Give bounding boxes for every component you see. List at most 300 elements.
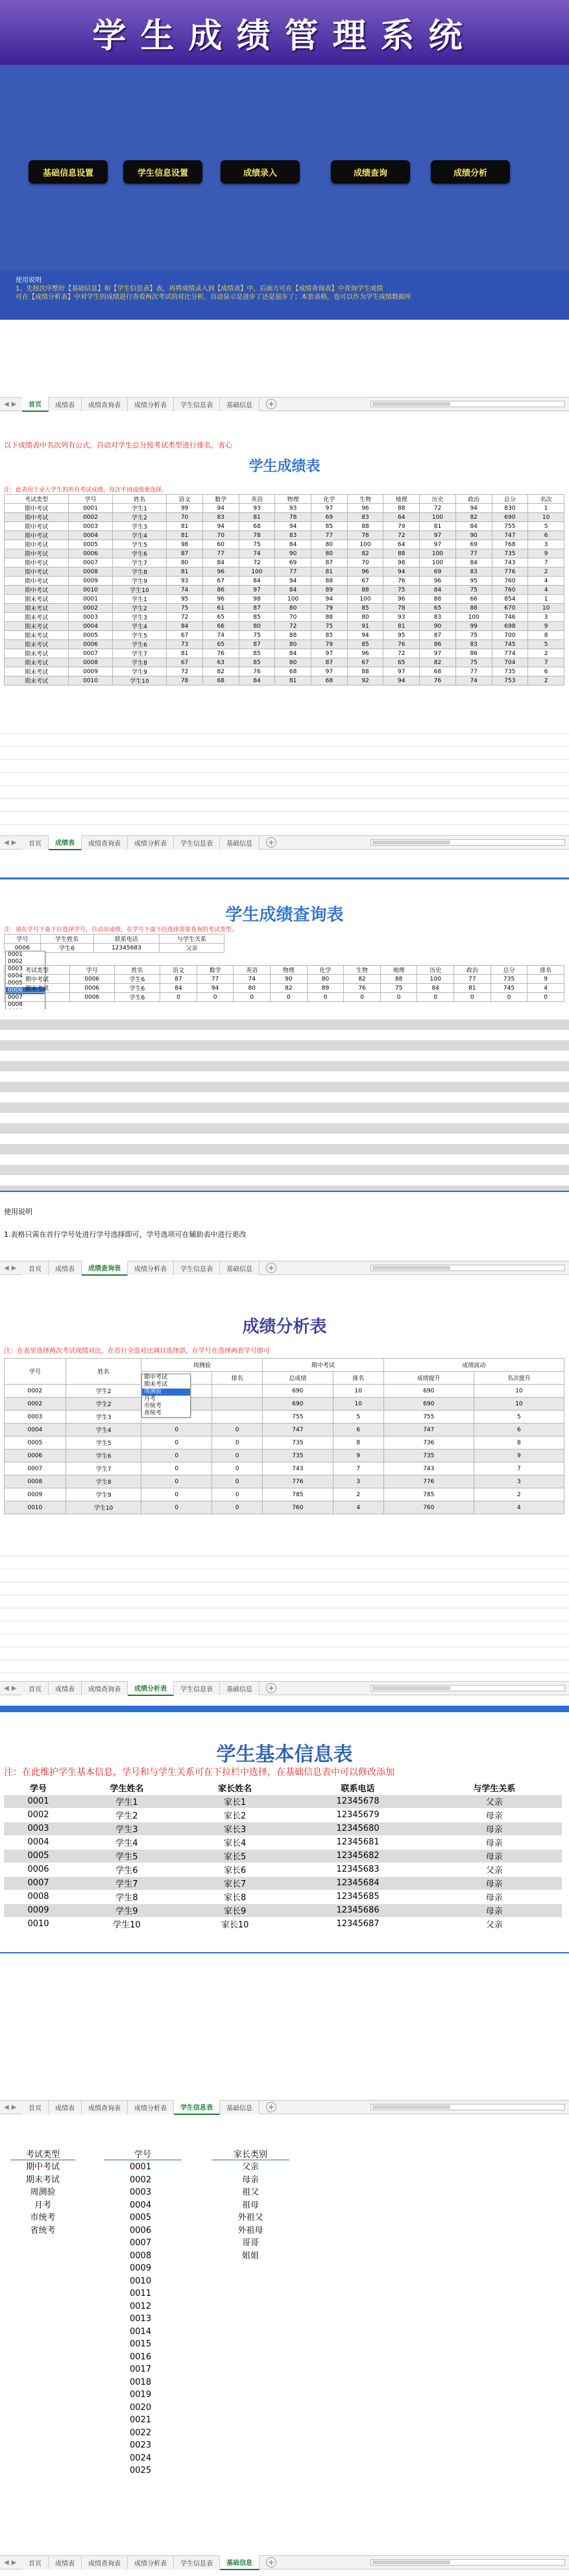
query-dropdown-option[interactable]: 0003 bbox=[8, 966, 23, 972]
score-cell[interactable]: 期中考试 bbox=[5, 522, 69, 531]
tab-analysis[interactable]: 成绩分析表 bbox=[128, 836, 174, 850]
query-cell: 735 bbox=[490, 975, 527, 984]
score-cell: 99 bbox=[167, 504, 203, 513]
score-cell: 85 bbox=[311, 631, 348, 640]
score-cell[interactable]: 期末考试 bbox=[5, 667, 69, 676]
analysis-row bbox=[5, 1488, 564, 1501]
tab-analysis[interactable]: 成绩分析表 bbox=[128, 1261, 174, 1275]
score-cell[interactable]: 0005 bbox=[69, 631, 113, 640]
student-row bbox=[4, 1822, 562, 1835]
score-cell[interactable]: 期末考试 bbox=[5, 622, 69, 631]
analysis-table bbox=[4, 1358, 564, 1514]
basic-head-exam: 考试类型 bbox=[10, 2147, 75, 2160]
basic-info-button[interactable]: 基础信息设置 bbox=[29, 160, 108, 184]
score-cell: 94 bbox=[202, 504, 239, 513]
query-header-cell: 学号 bbox=[69, 966, 114, 975]
tab-scores[interactable]: 成绩表 bbox=[49, 2556, 82, 2570]
score-row bbox=[5, 531, 564, 540]
score-header-cell: 名次 bbox=[528, 495, 564, 504]
next-sheet-icon[interactable]: ▶ bbox=[11, 2558, 17, 2566]
basic-id-item: 0008 bbox=[130, 2250, 152, 2261]
score-cell[interactable]: 期中考试 bbox=[5, 567, 69, 577]
analysis-cell[interactable]: 0002 bbox=[5, 1385, 66, 1398]
student-hint: 注：在此维护学生基本信息，学号和与学生关系可在下拉栏中选择，在基础信息表中可以修改添加 bbox=[4, 1767, 394, 1778]
query-dropdown-option[interactable]: 0002 bbox=[8, 959, 23, 965]
analysis-cell: 学生2 bbox=[66, 1398, 141, 1411]
basic-id-item: 0020 bbox=[130, 2402, 152, 2413]
basic-exam-item: 周测验 bbox=[30, 2188, 56, 2197]
score-cell[interactable]: 期末考试 bbox=[5, 676, 69, 686]
analysis-row bbox=[5, 1501, 564, 1514]
query-header-cell: 考试类型 bbox=[5, 966, 70, 975]
analysis-row bbox=[5, 1449, 564, 1462]
tab-scores[interactable]: 成绩表 bbox=[49, 2101, 82, 2114]
score-cell: 98 bbox=[167, 540, 203, 549]
analysis-cell[interactable]: 0007 bbox=[5, 1462, 66, 1475]
student-row bbox=[4, 1903, 562, 1917]
analysis-cell[interactable]: 0004 bbox=[5, 1424, 66, 1437]
tab-query[interactable]: 成绩查询表 bbox=[82, 836, 128, 850]
tab-basic[interactable]: 基础信息 bbox=[220, 2555, 260, 2570]
score-row bbox=[5, 658, 564, 667]
score-cell: 70 bbox=[167, 513, 203, 522]
add-sheet-icon[interactable]: + bbox=[266, 399, 276, 409]
score-cell: 77 bbox=[202, 549, 239, 558]
score-cell[interactable]: 0003 bbox=[69, 522, 113, 531]
score-cell: 84 bbox=[275, 649, 311, 658]
score-cell: 84 bbox=[455, 522, 492, 531]
student-cell[interactable]: 母亲 bbox=[427, 1890, 562, 1903]
analysis-cell[interactable]: 0005 bbox=[5, 1437, 66, 1449]
tab-scores[interactable]: 成绩表 bbox=[49, 835, 82, 850]
tab-query[interactable]: 成绩查询表 bbox=[82, 398, 128, 411]
query-cell[interactable] bbox=[5, 993, 70, 1002]
student-cell: 学生7 bbox=[73, 1876, 181, 1890]
prev-sheet-icon[interactable]: ◀ bbox=[4, 1684, 9, 1692]
student-row bbox=[4, 1795, 562, 1808]
tab-analysis[interactable]: 成绩分析表 bbox=[128, 2556, 174, 2570]
analysis-dropdown-option[interactable]: 期中考试 bbox=[144, 1374, 168, 1381]
add-sheet-icon[interactable]: + bbox=[266, 1683, 276, 1693]
tab-home[interactable]: 首页 bbox=[22, 2101, 49, 2114]
score-cell[interactable]: 期末考试 bbox=[5, 649, 69, 658]
analysis-header-cell: 姓名 bbox=[66, 1359, 141, 1385]
score-cell: 80 bbox=[311, 540, 348, 549]
analysis-cell: 0 bbox=[141, 1488, 212, 1501]
score-cell[interactable]: 0009 bbox=[69, 577, 113, 586]
tab-home[interactable]: 首页 bbox=[22, 2556, 49, 2570]
score-cell[interactable]: 期中考试 bbox=[5, 531, 69, 540]
query-cell[interactable]: 0006 bbox=[69, 984, 114, 993]
score-cell[interactable]: 期末考试 bbox=[5, 595, 69, 604]
score-cell: 99 bbox=[455, 622, 492, 631]
score-row bbox=[5, 667, 564, 676]
tab-analysis[interactable]: 成绩分析表 bbox=[128, 1681, 174, 1696]
basic-parent-item: 外祖母 bbox=[237, 2225, 263, 2236]
query-cell: 745 bbox=[490, 984, 527, 993]
score-cell[interactable]: 0007 bbox=[69, 649, 113, 658]
score-cell: 88 bbox=[311, 613, 348, 622]
score-cell: 74 bbox=[455, 676, 492, 686]
prev-sheet-icon[interactable]: ◀ bbox=[4, 400, 9, 408]
score-row bbox=[5, 577, 564, 586]
score-cell[interactable]: 0005 bbox=[69, 540, 113, 549]
student-cell[interactable]: 母亲 bbox=[427, 1822, 562, 1835]
score-cell: 72 bbox=[239, 558, 275, 567]
query-header-cell: 化学 bbox=[307, 966, 344, 975]
add-sheet-icon[interactable]: + bbox=[266, 1263, 276, 1273]
score-cell: 81 bbox=[167, 567, 203, 577]
prev-sheet-icon[interactable]: ◀ bbox=[4, 1264, 9, 1272]
query-cell: 84 bbox=[160, 984, 197, 993]
student-cell[interactable]: 0003 bbox=[4, 1822, 73, 1835]
analysis-cell: 8 bbox=[474, 1437, 564, 1449]
student-cell[interactable]: 0010 bbox=[4, 1917, 73, 1931]
query-phone-value: 12345683 bbox=[93, 944, 159, 953]
query-name-value: 学生6 bbox=[40, 944, 93, 953]
query-cell: 76 bbox=[344, 984, 381, 993]
score-cell: 80 bbox=[275, 658, 311, 667]
score-cell: 100 bbox=[420, 558, 456, 567]
student-cell[interactable]: 0009 bbox=[4, 1903, 73, 1917]
query-cell: 9 bbox=[527, 975, 564, 984]
score-cell: 77 bbox=[275, 567, 311, 577]
prev-sheet-icon[interactable]: ◀ bbox=[4, 2558, 9, 2566]
score-cell[interactable]: 期末考试 bbox=[5, 631, 69, 640]
horizontal-scrollbar[interactable] bbox=[370, 839, 565, 846]
query-cell[interactable]: 期末考试 bbox=[5, 984, 70, 993]
query-cell: 0 bbox=[490, 993, 527, 1002]
score-cell: 82 bbox=[202, 667, 239, 676]
analysis-cell: 3 bbox=[333, 1475, 383, 1488]
analysis-cell: 10 bbox=[333, 1398, 383, 1411]
score-cell[interactable]: 期中考试 bbox=[5, 558, 69, 567]
score-header-cell: 生物 bbox=[347, 495, 383, 504]
analysis-dropdown-option[interactable]: 期末考试 bbox=[144, 1381, 168, 1388]
analysis-cell[interactable]: 0002 bbox=[5, 1398, 66, 1411]
query-cell[interactable]: 期中考试 bbox=[5, 975, 70, 984]
score-cell: 90 bbox=[275, 549, 311, 558]
tab-scores[interactable]: 成绩表 bbox=[49, 1682, 82, 1695]
add-sheet-icon[interactable]: + bbox=[266, 2557, 276, 2568]
analysis-cell[interactable]: 0009 bbox=[5, 1488, 66, 1501]
query-cell: 0 bbox=[380, 993, 417, 1002]
score-cell[interactable]: 0001 bbox=[69, 504, 113, 513]
score-cell[interactable]: 0001 bbox=[69, 595, 113, 604]
add-sheet-icon[interactable]: + bbox=[266, 2102, 276, 2112]
score-cell: 854 bbox=[492, 595, 528, 604]
query-cell: 87 bbox=[160, 975, 197, 984]
analysis-cell: 学生10 bbox=[66, 1501, 141, 1514]
next-sheet-icon[interactable]: ▶ bbox=[11, 1264, 17, 1272]
score-cell: 90 bbox=[455, 531, 492, 540]
score-cell: 79 bbox=[311, 604, 348, 613]
student-cell[interactable]: 父亲 bbox=[427, 1795, 562, 1808]
analysis-cell: 743 bbox=[263, 1462, 333, 1475]
score-cell: 61 bbox=[202, 604, 239, 613]
score-row bbox=[5, 676, 564, 686]
analysis-cell: 4 bbox=[333, 1501, 383, 1514]
score-cell: 6 bbox=[528, 531, 564, 540]
score-cell[interactable]: 0008 bbox=[69, 567, 113, 577]
next-sheet-icon[interactable]: ▶ bbox=[11, 1684, 17, 1692]
tab-query[interactable]: 成绩查询表 bbox=[82, 2101, 128, 2114]
student-cell[interactable]: 0005 bbox=[4, 1849, 73, 1863]
query-cell: 0 bbox=[344, 993, 381, 1002]
score-cell: 830 bbox=[492, 504, 528, 513]
student-cell[interactable]: 母亲 bbox=[427, 1835, 562, 1849]
student-cell[interactable]: 0004 bbox=[4, 1835, 73, 1849]
query-cell[interactable]: 0006 bbox=[69, 975, 114, 984]
score-cell[interactable]: 期中考试 bbox=[5, 586, 69, 595]
score-cell[interactable]: 期末考试 bbox=[5, 658, 69, 667]
score-cell: 3 bbox=[528, 613, 564, 622]
horizontal-scrollbar[interactable] bbox=[370, 1685, 565, 1691]
score-cell: 97 bbox=[420, 531, 456, 540]
analysis-cell: 0 bbox=[141, 1424, 212, 1437]
tab-students[interactable]: 学生信息表 bbox=[174, 2556, 220, 2570]
score-header-cell: 学号 bbox=[69, 495, 113, 504]
query-dropdown-option[interactable]: 0008 bbox=[8, 1001, 23, 1008]
score-cell[interactable]: 期中考试 bbox=[5, 577, 69, 586]
tab-basic[interactable]: 基础信息 bbox=[220, 1682, 260, 1695]
query-id-select[interactable]: 0006 bbox=[5, 944, 41, 953]
query-dropdown-option[interactable]: 0007 bbox=[8, 994, 23, 1001]
score-row bbox=[5, 567, 564, 577]
query-dropdown-option[interactable]: 0004 bbox=[8, 973, 23, 979]
basic-parent-list bbox=[212, 2161, 289, 2262]
prev-sheet-icon[interactable]: ◀ bbox=[4, 2103, 9, 2111]
score-cell: 88 bbox=[347, 667, 383, 676]
score-cell: 78 bbox=[347, 531, 383, 540]
query-head-id: 学号 bbox=[5, 935, 41, 944]
analysis-header-cell[interactable]: 周测验 bbox=[141, 1359, 263, 1372]
student-cell[interactable]: 0002 bbox=[4, 1808, 73, 1822]
basic-id-item: 0017 bbox=[130, 2365, 152, 2374]
analysis-cell: 743 bbox=[383, 1462, 474, 1475]
score-cell: 88 bbox=[347, 522, 383, 531]
tab-scores[interactable]: 成绩表 bbox=[49, 398, 82, 411]
basic-id-item: 0022 bbox=[130, 2427, 152, 2438]
student-cell[interactable]: 母亲 bbox=[427, 1903, 562, 1917]
tab-query[interactable]: 成绩查询表 bbox=[82, 1682, 128, 1695]
score-cell: 94 bbox=[202, 522, 239, 531]
score-cell: 91 bbox=[347, 622, 383, 631]
score-cell: 82 bbox=[455, 513, 492, 522]
score-row bbox=[5, 631, 564, 640]
query-dropdown-option[interactable]: 0001 bbox=[8, 951, 23, 958]
analysis-cell[interactable]: 0008 bbox=[5, 1475, 66, 1488]
score-cell[interactable]: 0007 bbox=[69, 558, 113, 567]
score-cell[interactable]: 期中考试 bbox=[5, 540, 69, 549]
basic-id-item: 0021 bbox=[130, 2415, 152, 2425]
student-cell[interactable]: 母亲 bbox=[427, 1849, 562, 1863]
tab-home[interactable]: 首页 bbox=[22, 397, 49, 412]
analysis-exam-dropdown[interactable] bbox=[141, 1374, 191, 1418]
tab-analysis[interactable]: 成绩分析表 bbox=[128, 2101, 174, 2114]
score-cell[interactable]: 0006 bbox=[69, 640, 113, 649]
tab-home[interactable]: 首页 bbox=[22, 836, 49, 850]
student-cell[interactable]: 父亲 bbox=[427, 1917, 562, 1931]
score-cell[interactable]: 0008 bbox=[69, 658, 113, 667]
score-cell[interactable]: 0009 bbox=[69, 667, 113, 676]
student-cell[interactable]: 母亲 bbox=[427, 1808, 562, 1822]
student-cell[interactable]: 0008 bbox=[4, 1890, 73, 1903]
score-cell: 86 bbox=[420, 640, 456, 649]
score-cell: 84 bbox=[275, 540, 311, 549]
next-sheet-icon[interactable]: ▶ bbox=[11, 839, 17, 846]
student-cell[interactable]: 父亲 bbox=[427, 1863, 562, 1876]
tab-students[interactable]: 学生信息表 bbox=[174, 398, 220, 411]
score-cell: 10 bbox=[528, 604, 564, 613]
tab-home[interactable]: 首页 bbox=[22, 1261, 49, 1275]
basic-id-item: 0009 bbox=[130, 2263, 152, 2273]
query-row bbox=[5, 975, 564, 984]
student-cell[interactable]: 母亲 bbox=[427, 1876, 562, 1890]
query-cell: 80 bbox=[307, 975, 344, 984]
tab-basic[interactable]: 基础信息 bbox=[220, 836, 260, 850]
score-cell: 83 bbox=[347, 513, 383, 522]
score-cell: 83 bbox=[455, 640, 492, 649]
analysis-cell[interactable]: 0006 bbox=[5, 1449, 66, 1462]
analysis-cell: 0 bbox=[141, 1449, 212, 1462]
score-cell[interactable]: 0004 bbox=[69, 531, 113, 540]
horizontal-scrollbar[interactable] bbox=[370, 1265, 565, 1271]
horizontal-scrollbar[interactable] bbox=[370, 2559, 565, 2566]
student-header-cell: 学号 bbox=[4, 1781, 73, 1795]
home-usage-note bbox=[0, 271, 569, 320]
query-cell: 84 bbox=[417, 984, 454, 993]
score-cell: 86 bbox=[455, 649, 492, 658]
analysis-cell: 10 bbox=[474, 1385, 564, 1398]
analysis-dropdown-option[interactable]: 省统考 bbox=[144, 1410, 162, 1416]
score-cell[interactable]: 期中考试 bbox=[5, 513, 69, 522]
score-cell: 学生10 bbox=[112, 586, 166, 595]
query-cell: 0 bbox=[307, 993, 344, 1002]
tab-basic[interactable]: 基础信息 bbox=[220, 398, 260, 411]
score-cell: 83 bbox=[420, 613, 456, 622]
student-cell: 12345686 bbox=[289, 1903, 427, 1917]
score-cell[interactable]: 期末考试 bbox=[5, 640, 69, 649]
score-cell: 90 bbox=[420, 622, 456, 631]
tab-home[interactable]: 首页 bbox=[22, 1682, 49, 1695]
tab-basic[interactable]: 基础信息 bbox=[220, 1261, 260, 1275]
score-cell: 74 bbox=[239, 549, 275, 558]
analysis-cell[interactable]: 0010 bbox=[5, 1501, 66, 1514]
score-cell[interactable]: 期中考试 bbox=[5, 504, 69, 513]
query-cell: 74 bbox=[234, 975, 271, 984]
score-cell[interactable]: 0002 bbox=[69, 513, 113, 522]
next-sheet-icon[interactable]: ▶ bbox=[11, 400, 17, 408]
student-cell[interactable]: 0006 bbox=[4, 1863, 73, 1876]
student-info-button[interactable]: 学生信息设置 bbox=[123, 160, 202, 184]
analysis-cell: 736 bbox=[383, 1437, 474, 1449]
score-cell[interactable]: 0004 bbox=[69, 622, 113, 631]
tab-basic[interactable]: 基础信息 bbox=[220, 2101, 260, 2114]
analysis-row bbox=[5, 1475, 564, 1488]
score-cell[interactable]: 0003 bbox=[69, 613, 113, 622]
score-cell[interactable]: 0010 bbox=[69, 586, 113, 595]
tab-students[interactable]: 学生信息表 bbox=[174, 2100, 220, 2115]
student-bottom-rule bbox=[0, 1952, 569, 1953]
add-sheet-icon[interactable]: + bbox=[266, 837, 276, 848]
score-cell: 704 bbox=[492, 658, 528, 667]
analysis-dropdown-option[interactable]: 月考 bbox=[144, 1396, 156, 1402]
score-cell: 72 bbox=[167, 667, 203, 676]
tab-students[interactable]: 学生信息表 bbox=[174, 1682, 220, 1695]
score-cell: 85 bbox=[239, 658, 275, 667]
score-cell[interactable]: 0010 bbox=[69, 676, 113, 686]
analysis-cell bbox=[212, 1398, 263, 1411]
query-dropdown-option[interactable]: 0006 bbox=[6, 987, 45, 994]
score-cell: 学生7 bbox=[112, 558, 166, 567]
analysis-cell[interactable]: 0003 bbox=[5, 1411, 66, 1424]
analysis-cell: 0 bbox=[212, 1449, 263, 1462]
tab-scores[interactable]: 成绩表 bbox=[49, 1261, 82, 1275]
tab-query[interactable]: 成绩查询表 bbox=[82, 1261, 128, 1276]
query-header-cell: 总分 bbox=[490, 966, 527, 975]
score-cell: 100 bbox=[420, 513, 456, 522]
analysis-header-cell: 学号 bbox=[5, 1359, 66, 1385]
score-cell: 67 bbox=[347, 577, 383, 586]
score-cell[interactable]: 期末考试 bbox=[5, 613, 69, 622]
horizontal-scrollbar[interactable] bbox=[370, 401, 565, 407]
query-cell[interactable]: 0006 bbox=[69, 993, 114, 1002]
query-cell: 学生6 bbox=[114, 984, 160, 993]
basic-id-item: 0004 bbox=[130, 2200, 152, 2210]
score-cell: 84 bbox=[420, 586, 456, 595]
student-cell[interactable]: 0007 bbox=[4, 1876, 73, 1890]
score-entry-button[interactable]: 成绩录入 bbox=[221, 160, 300, 184]
tab-analysis[interactable]: 成绩分析表 bbox=[128, 398, 174, 411]
score-cell: 69 bbox=[455, 540, 492, 549]
tab-students[interactable]: 学生信息表 bbox=[174, 1261, 220, 1275]
score-cell: 96 bbox=[347, 504, 383, 513]
analysis-cell: 7 bbox=[333, 1462, 383, 1475]
student-cell: 家长3 bbox=[181, 1822, 289, 1835]
analysis-cell: 3 bbox=[474, 1475, 564, 1488]
student-top-rule bbox=[0, 1706, 569, 1712]
tab-query[interactable]: 成绩查询表 bbox=[82, 2556, 128, 2570]
score-analysis-button[interactable]: 成绩分析 bbox=[431, 160, 510, 184]
score-cell: 76 bbox=[202, 649, 239, 658]
analysis-dropdown-option[interactable]: 周测验 bbox=[142, 1389, 190, 1396]
score-cell[interactable]: 期中考试 bbox=[5, 549, 69, 558]
score-cell[interactable]: 期末考试 bbox=[5, 604, 69, 613]
score-cell: 72 bbox=[383, 531, 420, 540]
next-sheet-icon[interactable]: ▶ bbox=[11, 2103, 17, 2111]
score-cell[interactable]: 0002 bbox=[69, 604, 113, 613]
student-row bbox=[4, 1876, 562, 1890]
score-cell: 93 bbox=[239, 504, 275, 513]
score-cell: 3 bbox=[528, 540, 564, 549]
tab-students[interactable]: 学生信息表 bbox=[174, 836, 220, 850]
student-cell[interactable]: 0001 bbox=[4, 1795, 73, 1808]
query-dropdown-option[interactable]: 0005 bbox=[8, 980, 23, 986]
score-cell: 76 bbox=[420, 676, 456, 686]
score-cell: 96 bbox=[383, 595, 420, 604]
score-query-button[interactable]: 成绩查询 bbox=[331, 160, 410, 184]
sheet-tabbar-students bbox=[0, 2100, 569, 2114]
student-cell: 家长1 bbox=[181, 1795, 289, 1808]
score-cell[interactable]: 0006 bbox=[69, 549, 113, 558]
horizontal-scrollbar[interactable] bbox=[370, 2104, 565, 2110]
prev-sheet-icon[interactable]: ◀ bbox=[4, 839, 9, 846]
score-cell: 96 bbox=[347, 649, 383, 658]
query-header-cell: 历史 bbox=[417, 966, 454, 975]
student-cell: 学生8 bbox=[73, 1890, 181, 1903]
analysis-dropdown-option[interactable]: 市统考 bbox=[144, 1403, 162, 1409]
